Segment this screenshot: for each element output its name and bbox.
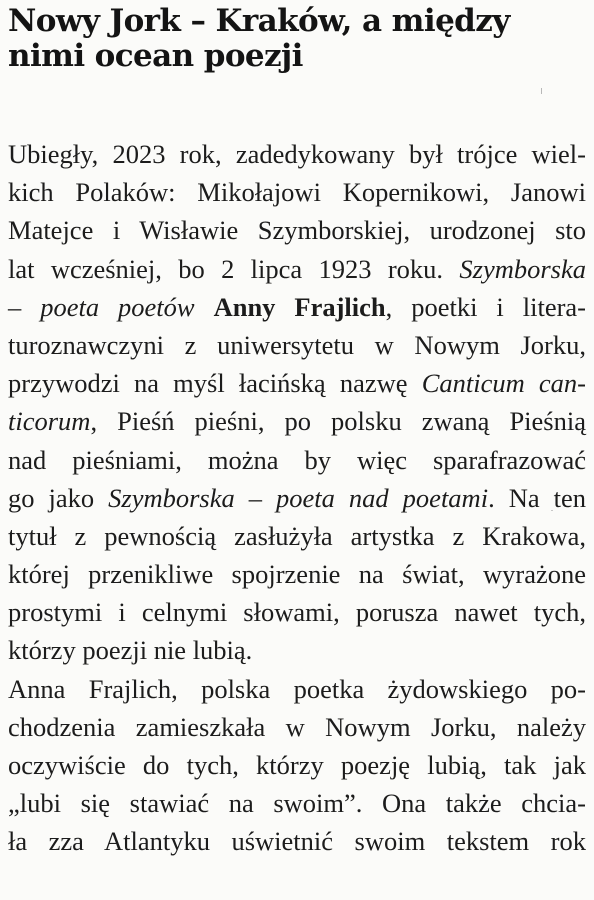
text-line [8, 555, 586, 593]
text-run: go jako [8, 482, 109, 513]
text-run: tytuł z pewnością zasłużyła artystka z Krakowa, [8, 520, 586, 551]
text-line [8, 517, 586, 555]
text-run: lat wcześniej, bo 2 lipca 1923 roku. [8, 253, 460, 284]
paragraph [8, 670, 586, 861]
paragraph [8, 135, 586, 670]
text-line [8, 211, 586, 249]
text-line [8, 479, 586, 517]
text-run: kich Polaków: Mikołajowi Kopernikowi, Janowi [8, 177, 586, 208]
text-run: której przenikliwe spojrzenie na świat, wyrażone [8, 559, 586, 590]
text-line [8, 173, 586, 211]
text-run: turoznawczyni z uniwersytetu w Nowym Jorku, [8, 329, 586, 360]
italic-text: Szymborska [459, 253, 586, 284]
text-run: oczywiście do tych, którzy poezję lubią, tak jak [8, 750, 586, 780]
text-line [8, 784, 586, 822]
text-line [8, 364, 586, 402]
text-line [8, 822, 586, 860]
text-line [8, 746, 586, 784]
text-run: „lubi się stawiać na swoim”. Ona także chcia- [8, 788, 586, 819]
text-line [8, 670, 586, 708]
title-line-2: nimi ocean poezji [8, 38, 303, 74]
text-run [195, 292, 214, 322]
text-run: którzy poezji nie lubią. [8, 635, 253, 666]
text-run: prostymi i celnymi słowami, porusza nawet tych, [8, 597, 586, 628]
text-run: Matejce i Wisławie Szymborskiej, urodzonej sto [8, 215, 586, 246]
italic-text: – poeta poetów [8, 291, 195, 322]
text-run: nad pieśniami, można by więc sparafrazować [8, 444, 586, 475]
text-run: chodzenia zamieszkała w Nowym Jorku, należy [8, 711, 586, 742]
text-run: Anna Frajlich, polska poetka żydowskiego po- [8, 673, 586, 704]
article-title [8, 4, 568, 74]
text-run: przywodzi na myśl łacińską nazwę [8, 368, 422, 399]
text-run: ła zza Atlantyku uświetnić swoim tekstem rok [8, 826, 586, 857]
scan-speck [541, 88, 542, 94]
text-line [8, 288, 586, 326]
text-line [8, 326, 586, 364]
title-line-1: Nowy Jork – Kraków, a między [8, 3, 510, 39]
text-run: , poetki i litera- [385, 291, 586, 322]
italic-text: ticorum [8, 406, 91, 437]
text-run: . Na ten [488, 482, 586, 513]
text-line [8, 441, 586, 479]
text-line [8, 135, 586, 173]
text-run: , Pieśń pieśni, po polsku zwaną Pieśnią [90, 406, 586, 437]
text-line [8, 250, 586, 288]
text-run: Ubiegły, 2023 rok, zadedykowany był trójce wiel- [8, 139, 586, 169]
article-body [8, 135, 586, 861]
text-line [8, 402, 586, 440]
text-line [8, 631, 586, 669]
text-line [8, 593, 586, 631]
text-line [8, 708, 586, 746]
italic-text: Szymborska – poeta nad poetami [108, 482, 489, 513]
bold-text: Anny Frajlich [213, 291, 386, 322]
italic-text: Canticum can- [421, 368, 586, 399]
